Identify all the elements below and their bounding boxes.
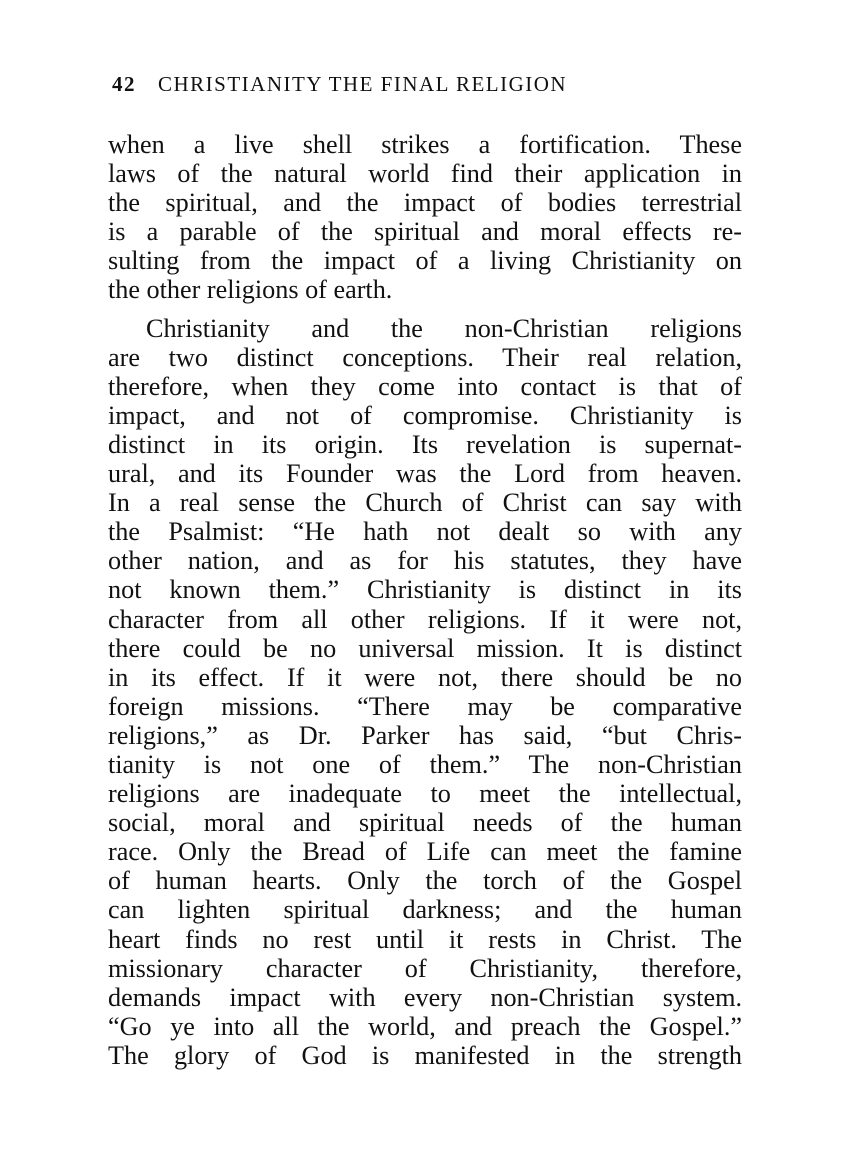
paragraph-gap — [108, 305, 742, 314]
paragraph — [108, 130, 742, 305]
text-line: the other religions of earth. — [108, 275, 393, 305]
text-line: heart finds no rest until it rests in Christ. The — [108, 924, 742, 954]
text-line: therefore, when they come into contact is that of — [108, 371, 742, 401]
text-line: not known them.” Christianity is distinct in its — [108, 575, 742, 605]
page-number: 42 — [112, 72, 136, 96]
running-header — [112, 72, 732, 102]
text-line: The glory of God is manifested in the strength — [108, 1040, 742, 1070]
text-line: sulting from the impact of a living Christianity on — [108, 246, 742, 276]
text-line: are two distinct conceptions. Their real relation, — [108, 342, 742, 372]
text-line: the Psalmist: “He hath not dealt so with any — [108, 517, 742, 547]
text-line: missionary character of Christianity, therefore, — [108, 953, 742, 983]
text-line: there could be no universal mission. It is distinct — [108, 633, 742, 663]
text-line: tianity is not one of them.” The non-Christian — [108, 749, 742, 779]
text-line: when a live shell strikes a fortification. These — [108, 130, 742, 159]
text-line: laws of the natural world find their application in — [108, 159, 742, 189]
running-title: CHRISTIANITY THE FINAL RELIGION — [158, 72, 568, 96]
text-line: race. Only the Bread of Life can meet the famine — [108, 837, 742, 867]
text-line: social, moral and spiritual needs of the human — [108, 808, 742, 838]
text-line: of human hearts. Only the torch of the Gospel — [108, 866, 742, 896]
text-line: Christianity and the non-Christian religions — [146, 313, 742, 343]
text-line: distinct in its origin. Its revelation is supernat- — [108, 429, 742, 459]
text-line: “Go ye into all the world, and preach the Gospel.” — [108, 1011, 742, 1041]
text-line: demands impact with every non-Christian system. — [108, 982, 742, 1012]
text-line: other nation, and as for his statutes, they have — [108, 546, 742, 576]
text-line: in its effect. If it were not, there should be no — [108, 662, 742, 692]
text-line: character from all other religions. If it were not, — [108, 604, 742, 634]
text-line: ural, and its Founder was the Lord from heaven. — [108, 459, 742, 489]
text-line: religions are inadequate to meet the intellectual, — [108, 779, 742, 809]
paragraph — [108, 314, 742, 1070]
text-line: impact, and not of compromise. Christianity is — [108, 400, 742, 430]
body-text — [108, 130, 742, 1070]
text-line: religions,” as Dr. Parker has said, “but Chris- — [108, 720, 742, 750]
text-line: the spiritual, and the impact of bodies terrestrial — [108, 188, 742, 218]
text-line: In a real sense the Church of Christ can say with — [108, 488, 742, 518]
text-line: foreign missions. “There may be comparative — [108, 691, 742, 721]
text-line: can lighten spiritual darkness; and the human — [108, 895, 742, 925]
text-line: is a parable of the spiritual and moral effects re- — [108, 217, 742, 247]
